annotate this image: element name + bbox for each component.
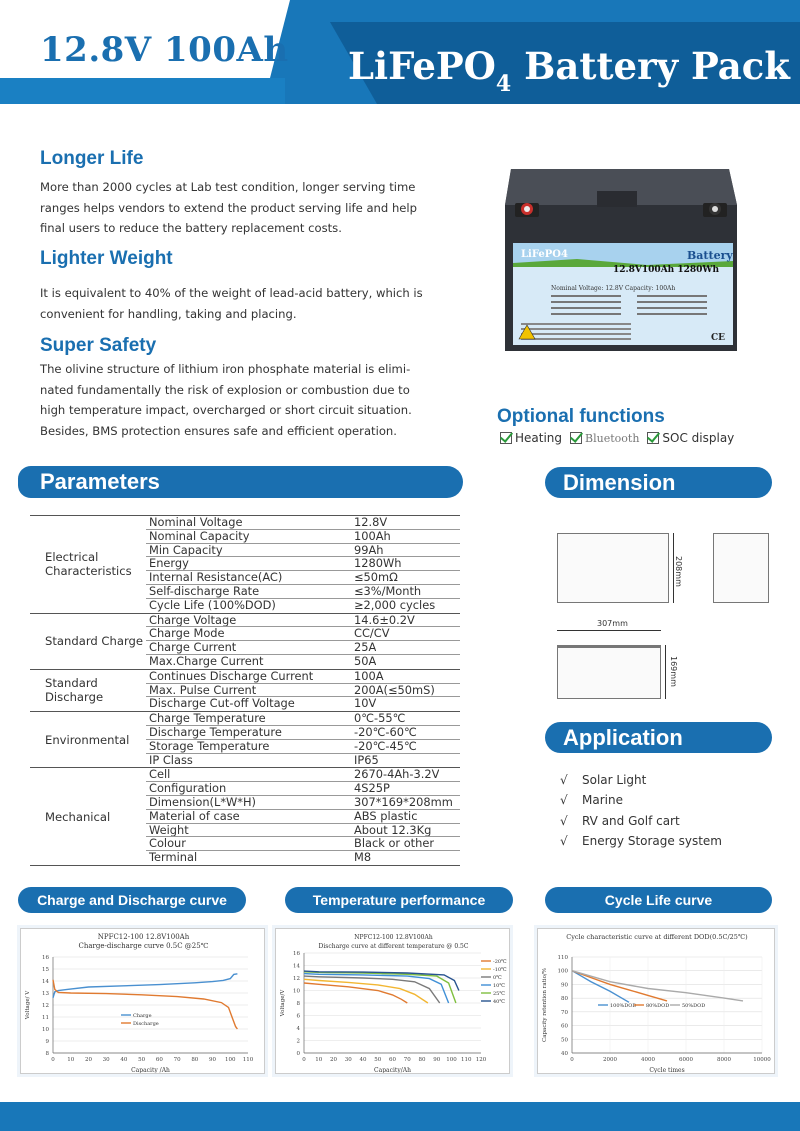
x-tick-label: 20 bbox=[84, 1057, 92, 1063]
y-tick-label: 12 bbox=[42, 1003, 49, 1009]
cycle-life-chart bbox=[537, 928, 775, 1074]
param-value: M8 bbox=[354, 851, 372, 865]
table-row bbox=[146, 684, 460, 698]
x-tick-label: 4000 bbox=[641, 1057, 655, 1063]
x-tick-label: 8000 bbox=[717, 1057, 731, 1063]
param-value: 50A bbox=[354, 654, 377, 668]
charge-discharge-heading: Charge and Discharge curve bbox=[18, 887, 246, 913]
param-value: -20℃-60℃ bbox=[354, 725, 417, 739]
x-tick-label: 90 bbox=[209, 1057, 217, 1063]
y-tick-label: 6 bbox=[296, 1013, 300, 1020]
y-tick-label: 15 bbox=[42, 967, 49, 973]
x-tick-label: 100 bbox=[225, 1057, 236, 1063]
y-tick-label: 4 bbox=[296, 1026, 300, 1032]
length-dimension-line bbox=[557, 630, 661, 631]
param-value: 1280Wh bbox=[354, 557, 402, 571]
param-value: IP65 bbox=[354, 753, 379, 767]
param-name: Colour bbox=[149, 837, 186, 851]
width-dimension-line bbox=[665, 645, 666, 699]
x-tick-label: 0 bbox=[302, 1057, 306, 1063]
x-tick-label: 40 bbox=[120, 1057, 128, 1063]
param-value: 4S25P bbox=[354, 782, 390, 795]
param-name: Dimension(L*W*H) bbox=[149, 795, 256, 809]
feature-text-weight: It is equivalent to 40% of the weight of lead-acid battery, which is convenient for handling, taking and placing. bbox=[40, 286, 423, 321]
y-tick-label: 14 bbox=[42, 979, 49, 985]
y-tick-label: 60 bbox=[561, 1023, 568, 1030]
dimension-front-view bbox=[557, 533, 669, 603]
x-tick-label: 6000 bbox=[679, 1057, 693, 1063]
y-tick-label: 8 bbox=[296, 1001, 300, 1007]
x-tick-label: 50 bbox=[374, 1057, 382, 1063]
table-row bbox=[146, 712, 460, 726]
series-line bbox=[304, 979, 428, 1003]
application-item: √ Marine bbox=[560, 793, 623, 808]
table-row bbox=[146, 670, 460, 684]
battery-type: Battery bbox=[687, 249, 733, 262]
application-item: √ RV and Golf cart bbox=[560, 813, 680, 828]
param-group-name: Electrical Characteristics bbox=[45, 550, 132, 579]
x-tick-label: 70 bbox=[173, 1057, 181, 1063]
param-value: About 12.3Kg bbox=[354, 823, 432, 837]
table-row bbox=[146, 810, 460, 824]
param-name: Discharge Cut-off Voltage bbox=[149, 697, 295, 711]
param-name: Max. Pulse Current bbox=[149, 683, 257, 697]
dimension-heading: Dimension bbox=[545, 467, 772, 498]
chart-title: NPFC12-100 12.8V100Ah bbox=[354, 934, 433, 941]
table-row bbox=[146, 782, 460, 796]
table-row bbox=[146, 614, 460, 628]
param-name: Discharge Temperature bbox=[149, 725, 282, 739]
y-tick-label: 40 bbox=[561, 1051, 568, 1057]
x-axis-label: Capacity/Ah bbox=[374, 1067, 411, 1074]
param-value: 100Ah bbox=[354, 529, 391, 543]
table-row bbox=[146, 851, 460, 865]
legend-label: -20℃ bbox=[493, 959, 507, 965]
x-tick-label: 60 bbox=[155, 1057, 163, 1063]
param-name: Charge Current bbox=[149, 641, 237, 654]
param-value: 200A(≤50mS) bbox=[354, 683, 435, 697]
x-axis-label: Cycle times bbox=[649, 1067, 685, 1074]
dimension-side-view bbox=[713, 533, 769, 603]
x-tick-label: 70 bbox=[403, 1057, 411, 1063]
feature-heading-weight: Lighter Weight bbox=[40, 248, 173, 269]
y-tick-label: 100 bbox=[557, 968, 568, 975]
parameters-heading: Parameters bbox=[18, 466, 463, 498]
width-label: 169mm bbox=[669, 656, 678, 687]
y-tick-label: 90 bbox=[561, 982, 568, 989]
table-row bbox=[146, 697, 460, 711]
param-group-name: Mechanical bbox=[45, 809, 111, 824]
option-heating: Heating bbox=[500, 431, 562, 445]
legend-label: 25℃ bbox=[493, 991, 505, 997]
table-row bbox=[146, 796, 460, 810]
param-name: Internal Resistance(AC) bbox=[149, 571, 283, 584]
dimension-top-view bbox=[557, 645, 661, 699]
x-tick-label: 10 bbox=[315, 1057, 323, 1063]
y-tick-label: 12 bbox=[293, 976, 300, 982]
param-value: ≤3%/Month bbox=[354, 584, 422, 598]
param-value: 10V bbox=[354, 697, 377, 711]
legend-label: 50%DOD bbox=[682, 1003, 706, 1009]
y-tick-label: 0 bbox=[296, 1051, 300, 1057]
param-value: 12.8V bbox=[354, 516, 388, 529]
feature-text-life: More than 2000 cycles at Lab test condition, longer serving time ranges helps vendors to extend the product serving life and help final users to reduce the battery replacement costs. bbox=[40, 180, 418, 235]
param-group bbox=[30, 515, 460, 614]
x-tick-label: 80 bbox=[191, 1057, 199, 1063]
table-row bbox=[146, 824, 460, 838]
table-row bbox=[146, 655, 460, 669]
param-group-name: Environmental bbox=[45, 732, 130, 747]
param-value: 2670-4Ah-3.2V bbox=[354, 768, 440, 782]
y-tick-label: 9 bbox=[45, 1039, 49, 1045]
x-tick-label: 30 bbox=[344, 1057, 352, 1063]
option-soc: SOC display bbox=[647, 431, 734, 445]
param-name: Charge Mode bbox=[149, 627, 225, 641]
x-tick-label: 80 bbox=[418, 1057, 426, 1063]
param-name: Cell bbox=[149, 768, 171, 782]
application-list bbox=[560, 770, 722, 851]
battery-model: 12.8V100Ah 1280Wh bbox=[613, 265, 720, 275]
x-tick-label: 10 bbox=[67, 1057, 75, 1063]
param-name: Max.Charge Current bbox=[149, 654, 264, 668]
cycle-life-heading: Cycle Life curve bbox=[545, 887, 772, 913]
x-tick-label: 2000 bbox=[603, 1057, 617, 1063]
param-group-name: Standard Charge bbox=[45, 634, 144, 649]
table-row bbox=[146, 641, 460, 655]
y-tick-label: 80 bbox=[561, 996, 568, 1003]
param-name: Min Capacity bbox=[149, 543, 223, 557]
param-group bbox=[30, 712, 460, 768]
param-value: 25A bbox=[354, 641, 377, 654]
feature-heading-life: Longer Life bbox=[40, 148, 144, 169]
y-tick-label: 11 bbox=[42, 1015, 49, 1021]
param-value: 0℃-55℃ bbox=[354, 712, 406, 725]
y-axis-label: Voltage/ V bbox=[25, 990, 31, 1020]
x-tick-label: 50 bbox=[138, 1057, 146, 1063]
ce-mark: CE bbox=[711, 333, 726, 343]
feature-text-safety: The olivine structure of lithium iron phosphate material is elimi- nated fundamentally the risk of explosion or combustion due to high temperature impact, overcharged or short circuit situation. Besides, BMS protection ensures safe and efficient operation. bbox=[40, 362, 412, 438]
battery-line: Nominal Voltage: 12.8V Capacity: 100Ah bbox=[551, 285, 676, 292]
param-name: Storage Temperature bbox=[149, 739, 270, 753]
legend-label: 40℃ bbox=[493, 999, 505, 1005]
table-row bbox=[146, 585, 460, 599]
param-value: 99Ah bbox=[354, 543, 384, 557]
y-tick-label: 16 bbox=[42, 955, 49, 961]
param-name: Energy bbox=[149, 557, 189, 571]
chart-subtitle: Discharge curve at different temperature @ 0.5C bbox=[318, 943, 469, 950]
param-value: Black or other bbox=[354, 837, 435, 851]
series-line bbox=[572, 971, 629, 1003]
optional-functions-title: Optional functions bbox=[497, 406, 665, 427]
checkbox-icon bbox=[570, 432, 582, 444]
param-name: Material of case bbox=[149, 809, 240, 823]
chart-title: NPFC12-100 12.8V100Ah bbox=[97, 933, 190, 941]
param-value: ABS plastic bbox=[354, 809, 418, 823]
series-line bbox=[304, 983, 407, 1003]
y-tick-label: 16 bbox=[293, 951, 300, 957]
chart-subtitle: Charge-discharge curve 0.5C @25℃ bbox=[78, 942, 209, 950]
param-name: Nominal Capacity bbox=[149, 529, 250, 543]
param-name: Cycle Life (100%DOD) bbox=[149, 598, 276, 612]
checkbox-icon bbox=[500, 432, 512, 444]
table-row bbox=[146, 516, 460, 530]
x-tick-label: 30 bbox=[102, 1057, 110, 1063]
param-name: Charge Temperature bbox=[149, 712, 266, 725]
y-tick-label: 10 bbox=[42, 1027, 49, 1033]
x-tick-label: 110 bbox=[242, 1057, 254, 1063]
chart-title: Cycle characteristic curve at different DOD(0.5C/25℃) bbox=[566, 933, 748, 941]
x-tick-label: 20 bbox=[330, 1057, 337, 1063]
legend-label: 10℃ bbox=[493, 983, 505, 989]
length-label: 307mm bbox=[597, 619, 628, 628]
x-tick-label: 0 bbox=[570, 1057, 574, 1063]
legend-label: 100%DOD bbox=[610, 1003, 637, 1009]
table-row bbox=[146, 557, 460, 571]
x-tick-label: 60 bbox=[389, 1057, 396, 1063]
legend-label: -10℃ bbox=[493, 967, 507, 973]
y-tick-label: 10 bbox=[293, 988, 300, 995]
x-tick-label: 90 bbox=[433, 1057, 441, 1063]
table-row bbox=[146, 544, 460, 558]
spec-title: 12.8V 100Ah bbox=[40, 30, 289, 70]
param-name: Terminal bbox=[149, 851, 198, 865]
param-value: -20℃-45℃ bbox=[354, 739, 417, 753]
param-value: CC/CV bbox=[354, 627, 390, 641]
table-row bbox=[146, 837, 460, 851]
temperature-chart bbox=[275, 928, 510, 1074]
table-row bbox=[146, 530, 460, 544]
height-label: 208mm bbox=[674, 556, 683, 587]
application-item: √ Energy Storage system bbox=[560, 833, 722, 848]
series-line bbox=[53, 974, 237, 998]
x-tick-label: 100 bbox=[446, 1057, 457, 1063]
param-value: 100A bbox=[354, 669, 384, 683]
param-name: Charge Voltage bbox=[149, 613, 237, 627]
legend-label: 0℃ bbox=[493, 975, 502, 981]
y-axis-label: Voltage/V bbox=[280, 989, 286, 1017]
battery-brand: LiFePO4 bbox=[521, 249, 568, 260]
x-tick-label: 10000 bbox=[753, 1057, 771, 1063]
x-tick-label: 0 bbox=[51, 1057, 55, 1063]
y-axis-label: Capacity retention ratio/% bbox=[542, 968, 548, 1042]
param-name: Self-discharge Rate bbox=[149, 584, 260, 598]
y-tick-label: 50 bbox=[561, 1037, 568, 1044]
y-tick-label: 8 bbox=[45, 1051, 49, 1057]
param-name: Nominal Voltage bbox=[149, 516, 243, 529]
table-row bbox=[146, 627, 460, 641]
table-row bbox=[146, 726, 460, 740]
legend-label: Charge bbox=[133, 1013, 152, 1019]
checkbox-icon bbox=[647, 432, 659, 444]
param-name: Weight bbox=[149, 823, 189, 837]
header-strip bbox=[0, 78, 285, 104]
legend-label: 80%DOD bbox=[646, 1003, 670, 1009]
param-name: Configuration bbox=[149, 782, 227, 795]
option-bluetooth: Bluetooth bbox=[570, 431, 639, 445]
x-tick-label: 40 bbox=[359, 1057, 367, 1063]
y-tick-label: 2 bbox=[296, 1038, 300, 1045]
application-heading: Application bbox=[545, 722, 772, 753]
param-value: 307*169*208mm bbox=[354, 795, 453, 809]
footer-band bbox=[0, 1102, 800, 1131]
application-item: √ Solar Light bbox=[560, 773, 647, 787]
product-title: LiFePO$_4$ Battery Pack bbox=[348, 44, 790, 97]
param-name: Continues Discharge Current bbox=[149, 669, 314, 683]
y-tick-label: 13 bbox=[42, 991, 49, 997]
param-value: ≤50mΩ bbox=[354, 571, 398, 584]
param-name: IP Class bbox=[149, 753, 193, 767]
param-group-name: Standard Discharge bbox=[45, 676, 104, 705]
parameters-table bbox=[30, 515, 460, 866]
y-tick-label: 110 bbox=[557, 955, 568, 961]
charge-discharge-chart bbox=[20, 928, 265, 1074]
param-group bbox=[30, 768, 460, 866]
table-row bbox=[146, 599, 460, 613]
y-tick-label: 70 bbox=[561, 1009, 568, 1016]
param-group bbox=[30, 670, 460, 712]
param-group bbox=[30, 614, 460, 670]
temperature-heading: Temperature performance bbox=[285, 887, 513, 913]
y-tick-label: 14 bbox=[293, 963, 300, 970]
optional-functions-list bbox=[500, 431, 734, 445]
param-value: ≥2,000 cycles bbox=[354, 598, 436, 612]
legend-label: Discharge bbox=[133, 1021, 159, 1027]
battery-image bbox=[497, 165, 747, 355]
feature-heading-safety: Super Safety bbox=[40, 335, 157, 356]
table-row bbox=[146, 768, 460, 782]
x-axis-label: Capacity /Ah bbox=[131, 1067, 170, 1074]
table-row bbox=[146, 740, 460, 754]
table-row bbox=[146, 754, 460, 768]
x-tick-label: 110 bbox=[461, 1057, 472, 1063]
param-value: 14.6±0.2V bbox=[354, 613, 415, 627]
table-row bbox=[146, 571, 460, 585]
x-tick-label: 120 bbox=[475, 1057, 487, 1063]
